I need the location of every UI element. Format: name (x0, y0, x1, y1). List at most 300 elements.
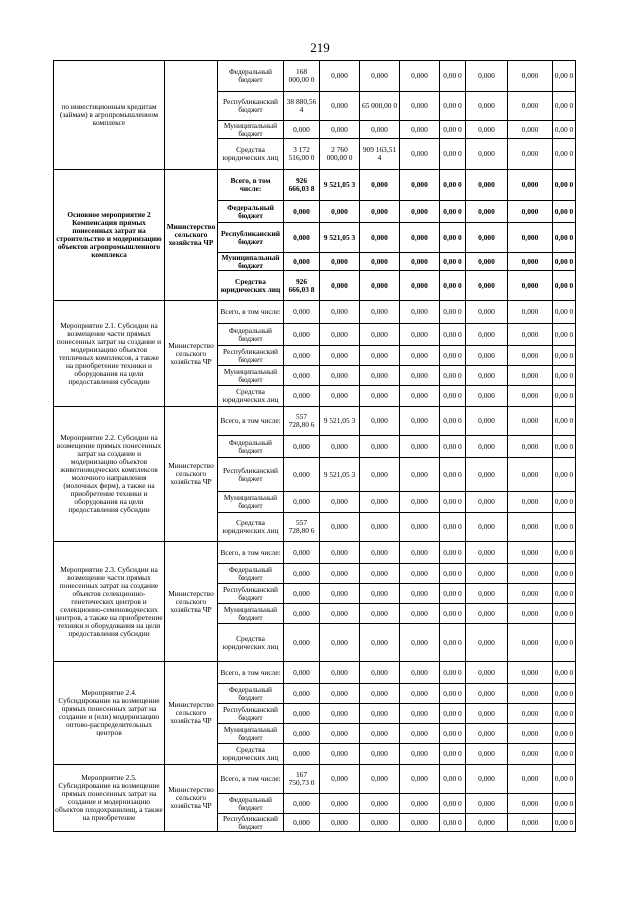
value-cell: 0,000 (320, 61, 360, 92)
value-cell: 0,000 (508, 684, 553, 704)
value-cell: 0,00 0 (553, 301, 576, 324)
value-cell: 0,00 0 (553, 407, 576, 436)
value-cell: 0,000 (320, 564, 360, 584)
value-cell: 0,000 (320, 744, 360, 765)
value-cell: 0,000 (466, 724, 508, 744)
value-cell: 0,00 0 (553, 492, 576, 513)
value-cell: 0,000 (508, 704, 553, 724)
value-cell: 0,000 (466, 564, 508, 584)
value-cell: 0,000 (400, 407, 440, 436)
funding-source-cell: Муниципальный бюджет (218, 121, 284, 139)
value-cell: 0,000 (400, 61, 440, 92)
value-cell: 0,000 (466, 513, 508, 542)
value-cell: 0,000 (360, 253, 400, 271)
funding-source-cell: Федеральный бюджет (218, 201, 284, 223)
value-cell: 0,00 0 (440, 436, 466, 458)
funding-source-cell: Республиканский бюджет (218, 92, 284, 121)
funding-source-cell: Республиканский бюджет (218, 346, 284, 366)
value-cell: 0,00 0 (553, 662, 576, 684)
table-row (54, 542, 610, 564)
value-cell: 557 728,80 6 (284, 513, 320, 542)
funding-source-cell: Средства юридических лиц (218, 386, 284, 407)
value-cell: 0,000 (320, 814, 360, 832)
funding-source-cell: Муниципальный бюджет (218, 366, 284, 386)
value-cell: 0,000 (400, 170, 440, 201)
value-cell: 0,000 (284, 744, 320, 765)
value-cell: 0,00 0 (440, 386, 466, 407)
value-cell: 0,000 (508, 346, 553, 366)
value-cell: 0,000 (400, 201, 440, 223)
value-cell: 0,00 0 (440, 366, 466, 386)
value-cell: 0,00 0 (440, 624, 466, 662)
value-cell: 0,000 (320, 604, 360, 624)
value-cell: 0,000 (360, 436, 400, 458)
value-cell: 0,000 (508, 492, 553, 513)
value-cell: 0,000 (360, 704, 400, 724)
value-cell: 0,000 (284, 201, 320, 223)
value-cell: 0,00 0 (553, 744, 576, 765)
value-cell: 0,000 (320, 794, 360, 814)
value-cell: 0,00 0 (553, 704, 576, 724)
funding-source-cell: Муниципальный бюджет (218, 724, 284, 744)
value-cell: 0,000 (360, 458, 400, 492)
value-cell: 0,000 (508, 765, 553, 794)
value-cell: 0,00 0 (553, 92, 576, 121)
value-cell: 0,000 (508, 604, 553, 624)
value-cell: 0,000 (508, 624, 553, 662)
value-cell: 0,000 (360, 814, 400, 832)
value-cell: 0,00 0 (440, 92, 466, 121)
value-cell: 0,000 (466, 366, 508, 386)
value-cell: 0,000 (400, 366, 440, 386)
value-cell: 0,000 (284, 604, 320, 624)
value-cell: 0,00 0 (440, 253, 466, 271)
value-cell: 0,000 (284, 662, 320, 684)
value-cell: 0,000 (400, 121, 440, 139)
value-cell: 0,000 (466, 253, 508, 271)
funding-source-cell: Муниципальный бюджет (218, 253, 284, 271)
value-cell: 0,000 (508, 92, 553, 121)
value-cell: 0,000 (284, 436, 320, 458)
value-cell: 0,000 (466, 458, 508, 492)
funding-source-cell: Республиканский бюджет (218, 814, 284, 832)
value-cell: 0,000 (508, 170, 553, 201)
value-cell: 0,000 (320, 624, 360, 662)
value-cell: 0,000 (508, 724, 553, 744)
executor-cell: Министерство сельского хозяйства ЧР (165, 170, 218, 301)
value-cell: 0,000 (466, 624, 508, 662)
value-cell: 0,00 0 (553, 724, 576, 744)
value-cell: 0,000 (466, 407, 508, 436)
value-cell: 0,00 0 (440, 684, 466, 704)
value-cell: 0,000 (284, 684, 320, 704)
value-cell: 0,00 0 (553, 346, 576, 366)
value-cell: 0,000 (508, 253, 553, 271)
value-cell: 0,000 (284, 564, 320, 584)
value-cell: 0,000 (508, 386, 553, 407)
value-cell: 0,000 (466, 436, 508, 458)
program-name-cell: Мероприятие 2.5. Субсидирование на возмещение прямых понесенных затрат на создание и модернизацию объектов плодохранилищ, а также на приобретение (54, 765, 165, 832)
value-cell: 0,00 0 (440, 170, 466, 201)
program-name-cell: Мероприятие 2.1. Субсидии на возмещение части прямых понесенных затрат на создание и модернизацию объектов тепличных комплексов, а также на приобретение техники и оборудования на цели предоставления субсидии (54, 301, 165, 407)
value-cell: 0,00 0 (440, 662, 466, 684)
value-cell: 0,000 (508, 564, 553, 584)
value-cell: 0,000 (400, 139, 440, 170)
value-cell: 0,000 (508, 436, 553, 458)
value-cell: 0,000 (400, 724, 440, 744)
value-cell: 0,000 (360, 684, 400, 704)
value-cell: 0,000 (508, 407, 553, 436)
value-cell: 0,000 (284, 324, 320, 346)
funding-source-cell: Республиканский бюджет (218, 584, 284, 604)
value-cell: 0,000 (320, 513, 360, 542)
value-cell: 0,000 (284, 253, 320, 271)
value-cell: 0,000 (320, 542, 360, 564)
value-cell: 0,00 0 (440, 794, 466, 814)
funding-source-cell: Республиканский бюджет (218, 223, 284, 253)
value-cell: 0,000 (466, 201, 508, 223)
value-cell: 0,000 (320, 584, 360, 604)
value-cell: 0,000 (466, 492, 508, 513)
value-cell: 0,000 (284, 724, 320, 744)
value-cell: 0,000 (466, 121, 508, 139)
value-cell: 0,00 0 (553, 223, 576, 253)
value-cell: 0,000 (508, 794, 553, 814)
value-cell: 0,000 (400, 324, 440, 346)
funding-source-cell: Средства юридических лиц (218, 744, 284, 765)
value-cell: 0,000 (466, 584, 508, 604)
value-cell: 0,000 (508, 301, 553, 324)
value-cell: 0,000 (400, 386, 440, 407)
table-row (54, 170, 610, 201)
value-cell: 0,000 (320, 324, 360, 346)
table-body (54, 61, 610, 832)
value-cell: 0,00 0 (553, 584, 576, 604)
value-cell: 0,000 (284, 814, 320, 832)
value-cell: 0,00 0 (553, 624, 576, 662)
value-cell: 9 521,05 3 (320, 170, 360, 201)
table-row (54, 301, 610, 324)
value-cell: 0,000 (360, 346, 400, 366)
value-cell: 0,000 (466, 662, 508, 684)
value-cell: 3 172 516,00 0 (284, 139, 320, 170)
value-cell: 0,000 (320, 271, 360, 301)
executor-cell: Министерство сельского хозяйства ЧР (165, 765, 218, 832)
value-cell: 0,000 (400, 542, 440, 564)
value-cell: 0,00 0 (440, 744, 466, 765)
value-cell: 0,000 (508, 366, 553, 386)
executor-cell: Министерство сельского хозяйства ЧР (165, 662, 218, 765)
value-cell: 0,000 (400, 92, 440, 121)
value-cell: 0,000 (320, 301, 360, 324)
value-cell: 38 880,56 4 (284, 92, 320, 121)
funding-source-cell: Федеральный бюджет (218, 436, 284, 458)
value-cell: 0,00 0 (440, 324, 466, 346)
value-cell: 0,000 (360, 201, 400, 223)
value-cell: 0,00 0 (440, 271, 466, 301)
executor-cell (165, 61, 218, 170)
program-name-cell: Мероприятие 2.4. Субсидирование на возмещение прямых понесенных затрат на создание и (или) модернизацию оптово-распределительных центров (54, 662, 165, 765)
value-cell: 0,000 (284, 458, 320, 492)
program-name-cell: Основное мероприятие 2 Компенсация прямых понесенных затрат на строительство и модернизацию объектов агропромышленного комплекса (54, 170, 165, 301)
value-cell: 0,000 (284, 704, 320, 724)
value-cell: 0,000 (360, 324, 400, 346)
value-cell: 0,000 (400, 271, 440, 301)
value-cell: 0,00 0 (553, 61, 576, 92)
value-cell: 557 728,80 6 (284, 407, 320, 436)
value-cell: 0,000 (400, 624, 440, 662)
value-cell: 0,000 (466, 814, 508, 832)
value-cell: 0,000 (466, 744, 508, 765)
value-cell: 0,000 (508, 324, 553, 346)
value-cell: 0,00 0 (440, 765, 466, 794)
value-cell: 0,000 (284, 223, 320, 253)
value-cell: 0,000 (400, 564, 440, 584)
value-cell: 0,00 0 (553, 121, 576, 139)
funding-source-cell: Всего, в том числе: (218, 662, 284, 684)
value-cell: 0,00 0 (553, 436, 576, 458)
value-cell: 0,000 (320, 92, 360, 121)
value-cell: 926 666,03 8 (284, 271, 320, 301)
funding-source-cell: Республиканский бюджет (218, 704, 284, 724)
value-cell: 0,000 (400, 765, 440, 794)
value-cell: 0,000 (360, 744, 400, 765)
value-cell: 0,000 (320, 492, 360, 513)
funding-source-cell: Всего, в том числе: (218, 301, 284, 324)
value-cell: 0,000 (360, 271, 400, 301)
value-cell: 0,000 (284, 366, 320, 386)
value-cell: 0,00 0 (440, 492, 466, 513)
value-cell: 0,000 (360, 542, 400, 564)
funding-source-cell: Всего, в том числе: (218, 542, 284, 564)
value-cell: 0,00 0 (440, 564, 466, 584)
value-cell: 0,000 (400, 223, 440, 253)
value-cell: 0,00 0 (553, 170, 576, 201)
value-cell: 0,000 (466, 542, 508, 564)
value-cell: 0,000 (360, 492, 400, 513)
value-cell: 0,000 (466, 61, 508, 92)
value-cell: 0,00 0 (553, 458, 576, 492)
value-cell: 0,000 (320, 121, 360, 139)
value-cell: 0,000 (400, 794, 440, 814)
value-cell: 0,000 (400, 744, 440, 765)
value-cell: 0,000 (466, 301, 508, 324)
value-cell: 0,000 (360, 121, 400, 139)
value-cell: 0,00 0 (553, 324, 576, 346)
value-cell: 0,00 0 (553, 542, 576, 564)
value-cell: 0,000 (320, 765, 360, 794)
executor-cell: Министерство сельского хозяйства ЧР (165, 301, 218, 407)
funding-source-cell: Всего, в том числе: (218, 407, 284, 436)
value-cell: 0,00 0 (440, 584, 466, 604)
funding-source-cell: Федеральный бюджет (218, 564, 284, 584)
value-cell: 0,000 (400, 684, 440, 704)
value-cell: 0,000 (400, 704, 440, 724)
funding-source-cell: Всего, в том числе: (218, 765, 284, 794)
value-cell: 0,000 (284, 624, 320, 662)
table-row (54, 662, 610, 684)
funding-source-cell: Федеральный бюджет (218, 794, 284, 814)
value-cell: 0,000 (400, 662, 440, 684)
value-cell: 0,000 (360, 765, 400, 794)
value-cell: 0,00 0 (553, 684, 576, 704)
table-row (54, 765, 610, 794)
value-cell: 0,00 0 (553, 604, 576, 624)
value-cell: 0,000 (400, 814, 440, 832)
value-cell: 0,000 (400, 436, 440, 458)
value-cell: 0,00 0 (553, 271, 576, 301)
value-cell: 0,00 0 (553, 794, 576, 814)
value-cell: 0,00 0 (553, 765, 576, 794)
value-cell: 0,000 (466, 92, 508, 121)
value-cell: 0,000 (320, 704, 360, 724)
page-number: 219 (310, 40, 330, 55)
value-cell: 0,000 (400, 301, 440, 324)
value-cell: 65 000,00 0 (360, 92, 400, 121)
value-cell: 0,00 0 (553, 564, 576, 584)
value-cell: 0,000 (466, 386, 508, 407)
value-cell: 0,000 (320, 662, 360, 684)
value-cell: 0,000 (400, 604, 440, 624)
value-cell: 0,000 (508, 271, 553, 301)
value-cell: 0,000 (360, 61, 400, 92)
value-cell: 0,000 (466, 794, 508, 814)
funding-source-cell: Средства юридических лиц (218, 513, 284, 542)
value-cell: 0,000 (320, 436, 360, 458)
value-cell: 0,000 (360, 662, 400, 684)
value-cell: 0,000 (508, 744, 553, 765)
value-cell: 0,000 (466, 139, 508, 170)
value-cell: 0,000 (284, 301, 320, 324)
value-cell: 0,00 0 (440, 346, 466, 366)
value-cell: 0,00 0 (553, 139, 576, 170)
value-cell: 0,00 0 (553, 386, 576, 407)
funding-source-cell: Муниципальный бюджет (218, 604, 284, 624)
value-cell: 0,000 (284, 121, 320, 139)
value-cell: 0,000 (360, 386, 400, 407)
value-cell: 0,000 (508, 513, 553, 542)
value-cell: 0,000 (508, 61, 553, 92)
value-cell: 0,000 (360, 584, 400, 604)
value-cell: 0,00 0 (553, 253, 576, 271)
program-name-cell: Мероприятие 2.2. Субсидии на возмещение прямых понесенных затрат на создание и модернизацию объектов животноводческих комплексов молочного направления (молочных ферм), а также на приобретение техники и оборудования на цели предоставления субсидии (54, 407, 165, 542)
funding-source-cell: Средства юридических лиц (218, 624, 284, 662)
value-cell: 0,000 (508, 542, 553, 564)
funding-source-cell: Республиканский бюджет (218, 458, 284, 492)
value-cell: 0,000 (360, 794, 400, 814)
value-cell: 0,000 (360, 624, 400, 662)
value-cell: 0,000 (360, 724, 400, 744)
funding-source-cell: Муниципальный бюджет (218, 492, 284, 513)
value-cell: 0,00 0 (440, 301, 466, 324)
value-cell: 0,000 (360, 170, 400, 201)
value-cell: 0,000 (400, 584, 440, 604)
value-cell: 0,00 0 (440, 604, 466, 624)
value-cell: 0,000 (320, 253, 360, 271)
value-cell: 0,00 0 (440, 121, 466, 139)
value-cell: 0,000 (360, 407, 400, 436)
value-cell: 0,00 0 (440, 542, 466, 564)
value-cell: 926 666,03 8 (284, 170, 320, 201)
program-name-cell: по инвестиционным кредитам (займам) в агропромышленном комплексе (54, 61, 165, 170)
value-cell: 0,000 (466, 704, 508, 724)
value-cell: 0,000 (360, 223, 400, 253)
value-cell: 0,00 0 (440, 513, 466, 542)
funding-source-cell: Федеральный бюджет (218, 324, 284, 346)
value-cell: 0,00 0 (440, 139, 466, 170)
table-row (54, 407, 610, 436)
budget-table (53, 60, 610, 832)
value-cell: 0,00 0 (553, 513, 576, 542)
table-row (54, 61, 610, 92)
value-cell: 0,00 0 (553, 366, 576, 386)
value-cell: 9 521,05 3 (320, 223, 360, 253)
value-cell: 0,000 (508, 814, 553, 832)
value-cell: 0,00 0 (440, 724, 466, 744)
value-cell: 0,000 (466, 223, 508, 253)
value-cell: 0,000 (360, 564, 400, 584)
executor-cell: Министерство сельского хозяйства ЧР (165, 542, 218, 662)
value-cell: 0,000 (466, 170, 508, 201)
value-cell: 0,000 (320, 724, 360, 744)
value-cell: 0,000 (400, 253, 440, 271)
value-cell: 0,000 (360, 604, 400, 624)
executor-cell: Министерство сельского хозяйства ЧР (165, 407, 218, 542)
value-cell: 0,00 0 (440, 458, 466, 492)
value-cell: 0,00 0 (440, 61, 466, 92)
value-cell: 0,000 (360, 513, 400, 542)
value-cell: 0,00 0 (440, 407, 466, 436)
value-cell: 0,000 (508, 662, 553, 684)
value-cell: 0,000 (400, 513, 440, 542)
value-cell: 0,000 (284, 346, 320, 366)
value-cell: 0,00 0 (440, 201, 466, 223)
value-cell: 0,000 (466, 324, 508, 346)
value-cell: 0,000 (284, 794, 320, 814)
value-cell: 9 521,05 3 (320, 458, 360, 492)
value-cell: 0,000 (400, 458, 440, 492)
funding-source-cell: Федеральный бюджет (218, 684, 284, 704)
value-cell: 0,000 (320, 201, 360, 223)
value-cell: 0,000 (508, 223, 553, 253)
value-cell: 0,000 (400, 492, 440, 513)
funding-source-cell: Федеральный бюджет (218, 61, 284, 92)
value-cell: 168 000,00 0 (284, 61, 320, 92)
value-cell: 0,000 (466, 765, 508, 794)
value-cell: 0,00 0 (440, 704, 466, 724)
value-cell: 0,000 (508, 584, 553, 604)
value-cell: 0,000 (320, 366, 360, 386)
value-cell: 0,00 0 (553, 814, 576, 832)
value-cell: 0,000 (320, 386, 360, 407)
funding-source-cell: Средства юридических лиц (218, 139, 284, 170)
value-cell: 167 750,73 0 (284, 765, 320, 794)
value-cell: 0,000 (284, 386, 320, 407)
value-cell: 0,000 (284, 542, 320, 564)
value-cell: 0,000 (508, 139, 553, 170)
value-cell: 0,000 (508, 201, 553, 223)
value-cell: 0,000 (320, 346, 360, 366)
value-cell: 0,000 (284, 584, 320, 604)
value-cell: 0,00 0 (440, 223, 466, 253)
value-cell: 9 521,05 3 (320, 407, 360, 436)
value-cell: 0,00 0 (440, 814, 466, 832)
value-cell: 0,000 (284, 492, 320, 513)
value-cell: 909 163,51 4 (360, 139, 400, 170)
value-cell: 0,000 (466, 271, 508, 301)
value-cell: 0,000 (508, 121, 553, 139)
value-cell: 0,000 (466, 346, 508, 366)
